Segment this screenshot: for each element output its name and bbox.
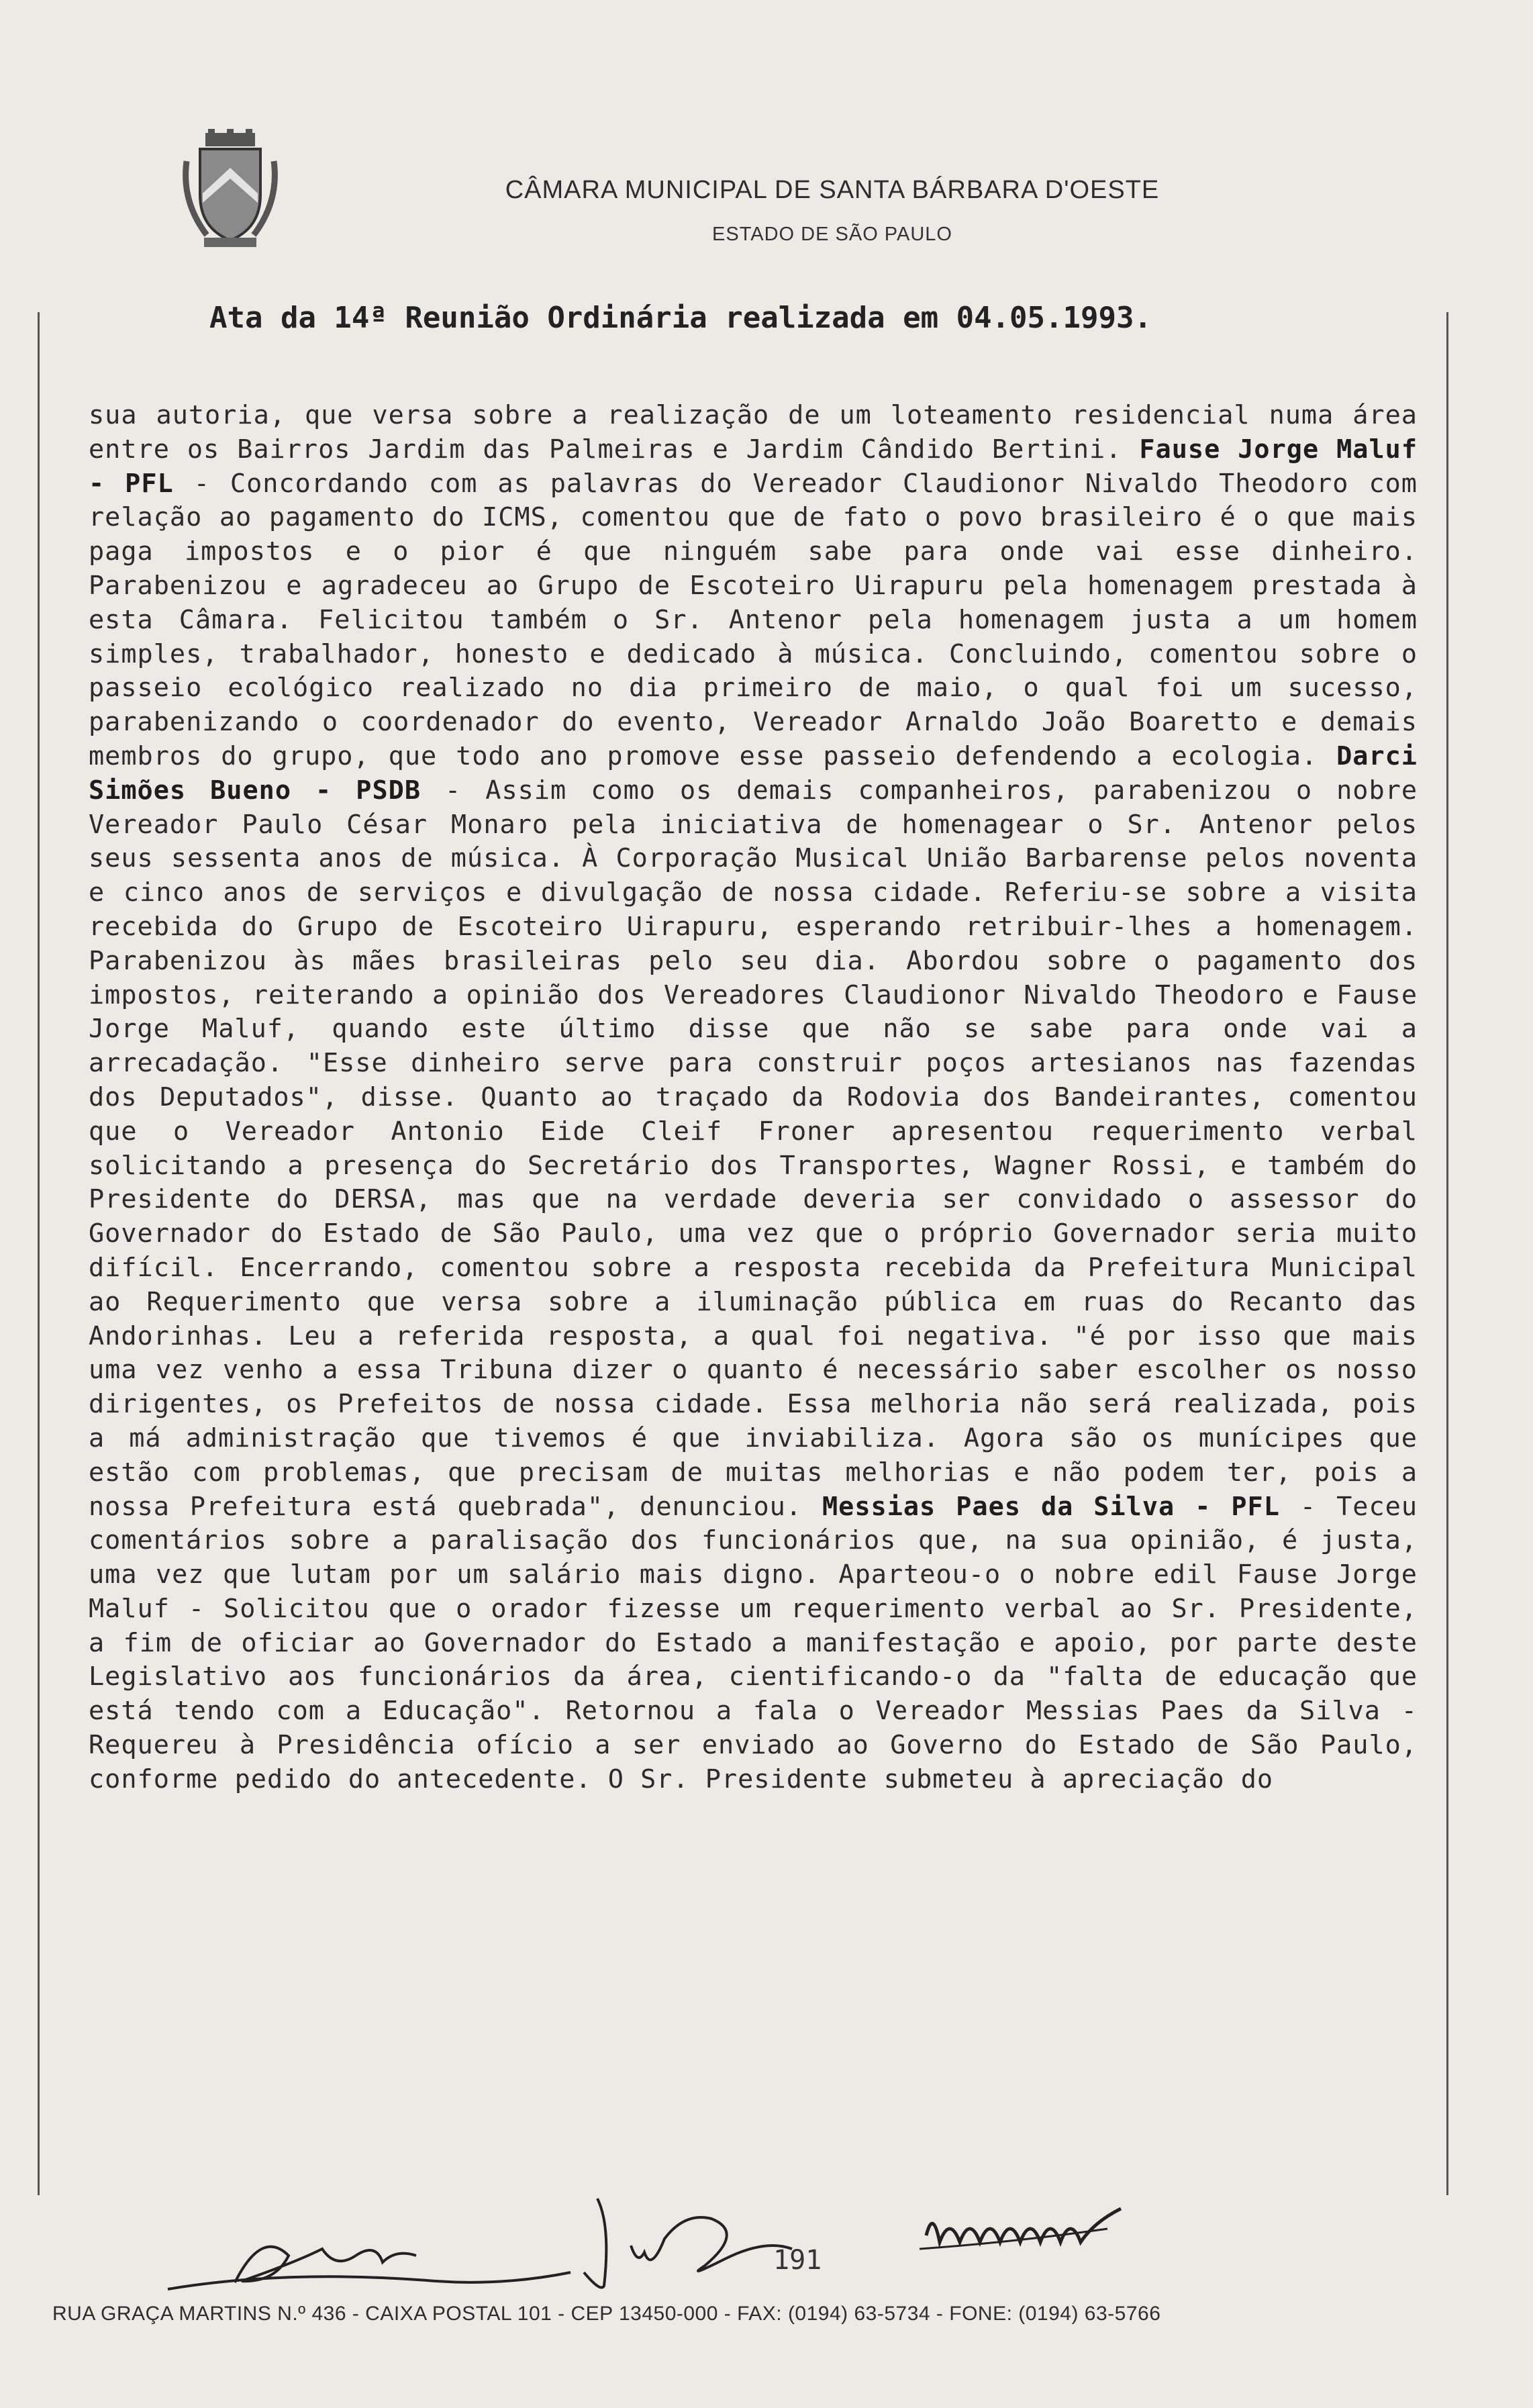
signature-1 — [154, 2209, 624, 2303]
speaker-name: Darci Simões Bueno - PSDB — [89, 740, 1418, 806]
left-margin-line — [38, 312, 40, 2195]
speaker-name: Fause Jorge Maluf - PFL — [89, 434, 1418, 499]
right-margin-line — [1446, 312, 1448, 2195]
footer-address: RUA GRAÇA MARTINS N.º 436 - CAIXA POSTAL 101 - CEP 13450-000 - FAX: (0194) 63-5734 - FONE: (0194) 63-5766 — [52, 2303, 1161, 2325]
institution-name: CÂMARA MUNICIPAL DE SANTA BÁRBARA D'OESTE — [505, 176, 1160, 204]
signature-3 — [913, 2195, 1134, 2269]
speaker-name: Messias Paes da Silva - PFL — [822, 1491, 1280, 1522]
body-text: - Concordando com as palavras do Vereador Claudionor Nivaldo Theodoro com relação ao pagamento do ICMS, comentou que de fato o povo brasileiro é o que mais paga impostos e o pior é que ninguém sabe para onde vai esse dinheiro. Parabenizou e agradeceu ao Grupo de Escoteiro Uirapuru pela homenagem prestada à esta Câmara. Felicitou também o Sr. Antenor pela homenagem justa a um homem simples, trabalhador, honesto e dedicado à música. Concluindo, comentou sobre o passeio ecológico realizado no dia primeiro de maio, o qual foi um sucesso, parabenizando o coordenador do evento, Vereador Arnaldo João Boaretto e demais membros do grupo, que todo ano promove esse passeio defendendo a ecologia. — [89, 468, 1418, 771]
state-name: ESTADO DE SÃO PAULO — [712, 224, 952, 245]
minutes-body — [89, 399, 1418, 1797]
page-number: 191 — [773, 2245, 822, 2276]
body-text: - Teceu comentários sobre a paralisação dos funcionários que, na sua opinião, é justa, uma vez que lutam por um salário mais digno. Aparteou-o o nobre edil Fause Jorge Maluf - Solicitou que o orador fizesse um requerimento verbal ao Sr. Presidente, a fim de oficiar ao Governador do Estado a manifestação e apoio, por parte deste Legislativo aos funcionários da área, cientificando-o da "falta de educação que está tendo com a Educação". Retornou a fala o Vereador Messias Paes da Silva - Requereu à Presidência ofício a ser enviado ao Governo do Estado de São Paulo, conforme pedido do antecedente. O Sr. Presidente submeteu à apreciação do — [89, 1491, 1418, 1794]
body-text: sua autoria, que versa sobre a realização de um loteamento residencial numa área entre os Bairros Jardim das Palmeiras e Jardim Cândido Bertini. — [89, 400, 1418, 465]
signature-2 — [571, 2185, 812, 2303]
document-title: Ata da 14ª Reunião Ordinária realizada em 04.05.1993. — [209, 301, 1152, 335]
body-text: - Assim como os demais companheiros, parabenizou o nobre Vereador Paulo César Monaro pela iniciativa de homenagear o Sr. Antenor pelos seus sessenta anos de música. À Corporação Musical União Barbarense pelos noventa e cinco anos de serviços e divulgação de nossa cidade. Referiu-se sobre a visita recebida do Grupo de Escoteiro Uirapuru, esperando retribuir-lhes a homenagem. Parabenizou às mães brasileiras pelo seu dia. Abordou sobre o pagamento dos impostos, reiterando a opinião dos Vereadores Claudionor Nivaldo Theodoro e Fause Jorge Maluf, quando este último disse que não se sabe para onde vai a arrecadação. "Esse dinheiro serve para construir poços artesianos nas fazendas dos Deputados", disse. Quanto ao traçado da Rodovia dos Bandeirantes, comentou que o Vereador Antonio Eide Cleif Froner apresentou requerimento verbal solicitando a presença do Secretário dos Transportes, Wagner Rossi, e também do Presidente do DERSA, mas que na verdade deveria ser convidado o assessor do Governador do Estado de São Paulo, uma vez que o próprio Governador seria muito difícil. Encerrando, comentou sobre a resposta recebida da Prefeitura Municipal ao Requerimento que versa sobre a iluminação pública em ruas do Recanto das Andorinhas. Leu a referida resposta, a qual foi negativa. "é por isso que mais uma vez venho a essa Tribuna dizer o quanto é necessário saber escolher os nosso dirigentes, os Prefeitos de nossa cidade. Essa melhoria não será realizada, pois a má administração que tivemos é que inviabiliza. Agora são os munícipes que estão com problemas, que precisam de muitas melhorias e não podem ter, pois a nossa Prefeitura está quebrada", denunciou. — [89, 775, 1418, 1522]
